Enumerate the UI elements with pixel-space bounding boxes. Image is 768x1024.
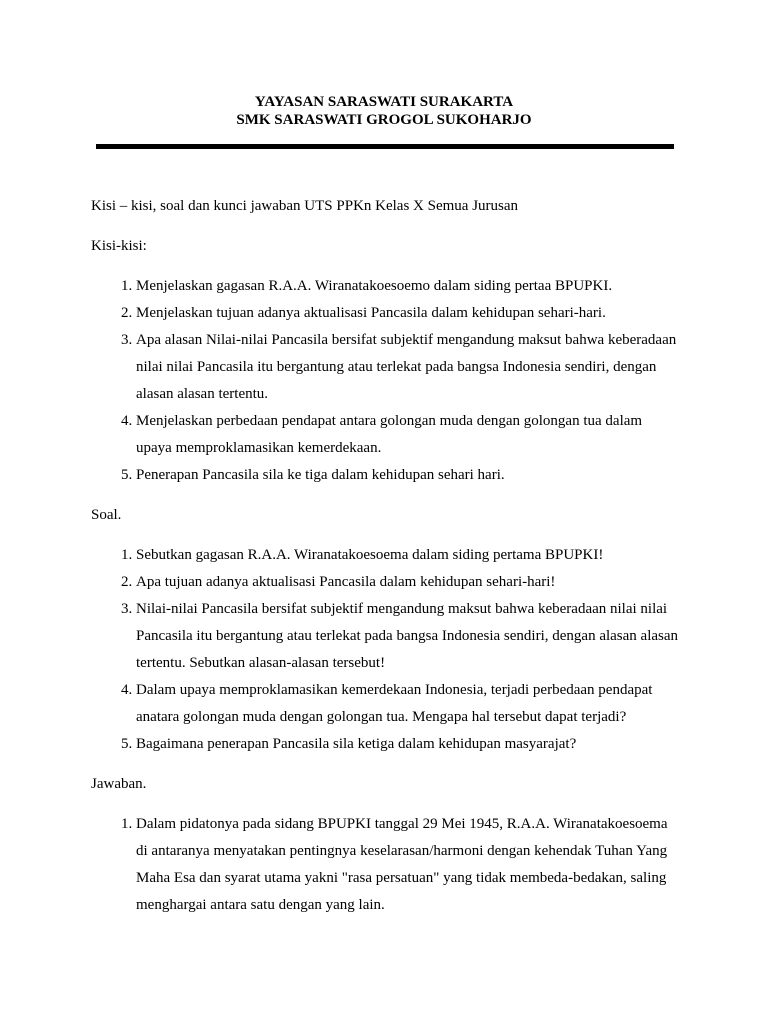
intro-text: Kisi – kisi, soal dan kunci jawaban UTS PPKn Kelas X Semua Jurusan [91,198,519,214]
soal-label: Soal. [91,507,122,523]
kisi-label: Kisi-kisi: [91,238,147,254]
kisi-item: 5. Penerapan Pancasila sila ke tiga dalam kehidupan sehari hari. [136,462,681,489]
kisi-item: 3. Apa alasan Nilai-nilai Pancasila bersifat subjektif mengandung maksut bahwa keberadaan nilai nilai Pancasila itu bergantung atau terlekat pada bangsa Indonesia sendiri, dengan alasan alasan tertentu. [136,327,681,408]
soal-list [91,542,681,758]
soal-item: 1. Sebutkan gagasan R.A.A. Wiranatakoesoema dalam siding pertama BPUPKI! [136,542,681,569]
kisi-item: 1. Menjelaskan gagasan R.A.A. Wiranatakoesoemo dalam siding pertaa BPUPKI. [136,273,681,300]
kisi-list [91,273,681,489]
jawaban-list [91,811,681,919]
header-line-2: SMK SARASWATI GROGOL SUKOHARJO [236,112,532,128]
header-divider [96,144,674,149]
soal-item: 3. Nilai-nilai Pancasila bersifat subjektif mengandung maksut bahwa keberadaan nilai nilai Pancasila itu bergantung atau terlekat pada bangsa Indonesia sendiri, dengan alasan alasan tertentu. Sebutkan alasan-alasan tersebut! [136,596,681,677]
document-body [91,193,681,932]
soal-item: 4. Dalam upaya memproklamasikan kemerdekaan Indonesia, terjadi perbedaan pendapat anatara golongan muda dengan golongan tua. Mengapa hal tersebut dapat terjadi? [136,677,681,731]
kisi-item: 4. Menjelaskan perbedaan pendapat antara golongan muda dengan golongan tua dalam upaya memproklamasikan kemerdekaan. [136,408,681,462]
soal-item: 5. Bagaimana penerapan Pancasila sila ketiga dalam kehidupan masyarajat? [136,731,681,758]
kisi-item: 2. Menjelaskan tujuan adanya aktualisasi Pancasila dalam kehidupan sehari-hari. [136,300,681,327]
header-line-1: YAYASAN SARASWATI SURAKARTA [254,94,514,110]
jawaban-item: 1. Dalam pidatonya pada sidang BPUPKI tanggal 29 Mei 1945, R.A.A. Wiranatakoesoema di antaranya menyatakan pentingnya keselarasan/harmoni dengan kehendak Tuhan Yang Maha Esa dan syarat utama yakni "rasa persatuan" yang tidak membeda-bedakan, saling menghargai antara satu dengan yang lain. [136,811,681,919]
jawaban-label: Jawaban. [91,776,147,792]
soal-item: 2. Apa tujuan adanya aktualisasi Pancasila dalam kehidupan sehari-hari! [136,569,681,596]
document-header [0,93,768,129]
